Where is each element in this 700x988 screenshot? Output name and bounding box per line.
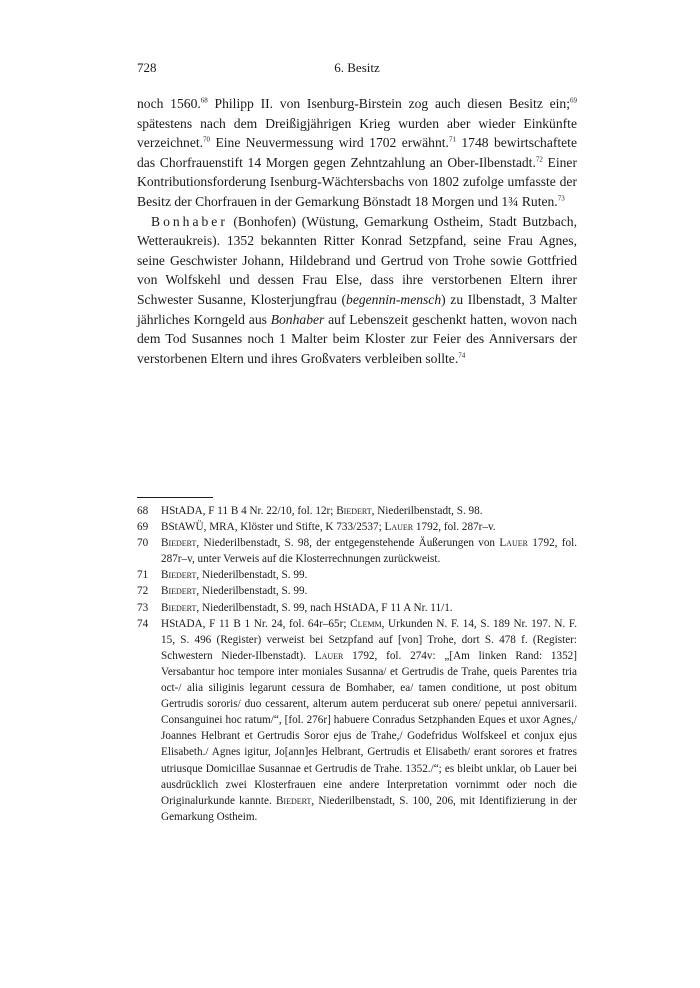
text-span: , Niederilbenstadt, S. 100, 206, mit Identifizierung in der Gemarkung Ostheim. — [161, 794, 577, 823]
author-name: Biedert — [336, 505, 372, 517]
text-span: BStAWÜ, MRA, Klöster und Stifte, K 733/2537; — [161, 521, 385, 534]
text-span: ) zu Ilbenstadt, 3 Malter jährliches Korngeld aus — [137, 291, 577, 327]
footnote-ref-74[interactable]: 74 — [458, 351, 466, 360]
text-span: spätestens nach dem Dreißigjährigen Krieg wurden aber wieder Einkünfte verzeichnet. — [137, 115, 577, 151]
footnote-ref-71[interactable]: 71 — [448, 135, 456, 144]
footnote-number: 72 — [137, 585, 149, 598]
text-span: 1792, fol. 274v: „[Am linken Rand: 1352] Versabantur hoc tempore inter moniales Susanna/ et Gertrudis de Trahe, queis Parentes tria oct-/ alia siliginis legarunt cessura de Bomhaber, ea/ tamen conditione, ut post obitum Gertrudis sororis/ duo cessarent, alterum autem perducerat sub onere/ pepetui anniversarii. Consanguinei hoc ratum/“, [fol. 276r] habuere Conradus Setzphanden Eques et uxor Agnes,/ Joannes Helbrant et Gertrudis Soror ejus de Trahe,/ Godefridus Wolfskeel et conjux ejus Elisabeth./ Agnes igitur, Jo[ann]es Helbrant, Gertrudis et Elisabeth/ erant sorores et fratres utriusque Domicillae Susannae et Gertrudis de Trahe. 1352./“; es bleibt unklar, ob Lauer bei ausdrücklich zwei Klosterfrauen eine andere Interpretation vornimmt oder noch die Originalurkunde kannte. — [161, 649, 578, 807]
footnote-74 — [137, 616, 577, 825]
text-span: HStADA, F 11 B 1 Nr. 24, fol. 64r–65r; — [161, 617, 351, 630]
footnote-ref-69[interactable]: 69 — [570, 96, 577, 105]
author-name: Lauer — [314, 649, 344, 662]
page-header — [137, 60, 577, 78]
italic-term: begennin-mensch — [346, 291, 442, 307]
footnote-number: 69 — [137, 521, 149, 534]
running-title: 6. Besitz — [334, 60, 380, 75]
text-span: (Bonhofen) (Wüstung, Gemarkung Ostheim, Stadt Butzbach, Wetteraukreis). 1352 bekannten Ritter Konrad Setzpfand, seine Frau Agnes, seine Geschwister Johann, Hildebrand und Gertrud von Trohe sowie Gottfried von Wolfskehl und dessen Frau Else, dass ihre verstorbenen Eltern ihrer Schwester Susanne, Klosterjungfrau ( — [137, 213, 577, 307]
text-span: , Niederilbenstadt, S. 99. — [196, 585, 308, 598]
footnote-72 — [137, 583, 577, 599]
footnote-number: 70 — [137, 537, 149, 550]
text-span: 1792, fol. 287r–v, unter Verweis auf die Klosterrechnungen zurückweist. — [161, 537, 577, 566]
footnote-ref-72[interactable]: 72 — [535, 155, 543, 164]
author-name: Biedert — [161, 569, 197, 582]
author-name: Clemm — [350, 617, 382, 630]
text-span: auf Lebenszeit geschenkt hatten, wovon nach dem Tod Susannes noch 1 Malter beim Kloster zur Feier des Anniversars der verstorbenen Eltern und ihres Großvaters verbleiben sollte. — [137, 311, 577, 366]
footnotes — [137, 503, 577, 825]
footnote-ref-68[interactable]: 68 — [200, 96, 208, 105]
text-span: , Niederilbenstadt, S. 98, der entgegenstehende Äußerungen von — [196, 537, 500, 550]
footnote-number: 68 — [137, 505, 149, 517]
text-span: Philipp II. von Isenburg-Birstein zog auch diesen Besitz ein; — [207, 96, 570, 111]
page-number: 728 — [137, 60, 157, 75]
author-name: Biedert — [161, 537, 197, 550]
footnote-ref-73[interactable]: 73 — [557, 194, 565, 203]
footnote-number: 74 — [137, 617, 149, 630]
footnote-71 — [137, 567, 577, 583]
text-span: , Niederilbenstadt, S. 99, nach HStADA, F 11 A Nr. 11/1. — [196, 601, 453, 614]
main-text — [137, 94, 577, 368]
footnote-number: 73 — [137, 601, 149, 614]
footnote-68 — [137, 503, 577, 519]
text-span: , Urkunden N. F. 14, S. 189 Nr. 197. N. F. 15, S. 496 (Register) verweist bei Setzpfand auf [von] Trohe, dort S. 478 f. (Register: Schwestern Nieder-Ilbenstadt). — [161, 617, 577, 662]
footnote-separator — [137, 497, 213, 498]
paragraph-bonhaber — [137, 212, 577, 369]
italic-term: Bonhaber — [270, 311, 325, 327]
text-span: , Niederilbenstadt, S. 98. — [371, 505, 483, 517]
footnote-ref-70[interactable]: 70 — [203, 135, 211, 144]
text-span: Einer Kontributionsforderung Isenburg-Wächtersbachs von 1802 zufolge umfasste der Besitz der Chorfrauen in der Gemarkung Bönstadt 18 Morgen und 1¾ Ruten. — [137, 154, 577, 209]
text-span: 1792, fol. 287r–v. — [413, 521, 496, 534]
author-name: Biedert — [161, 601, 197, 614]
place-name-bonhaber: Bonhaber — [151, 213, 228, 229]
text-span: 1748 bewirtschaftete das Chorfrauenstift 14 Morgen gegen Zehntzahlung an Ober-Ilbenstadt. — [137, 135, 577, 170]
text-span: noch 1560. — [137, 96, 201, 111]
footnote-69 — [137, 519, 577, 535]
footnote-70 — [137, 535, 577, 567]
paragraph-boenstadt — [137, 94, 577, 212]
author-name: Biedert — [161, 585, 197, 598]
text-span: HStADA, F 11 B 4 Nr. 22/10, fol. 12r; — [161, 505, 337, 517]
author-name: Biedert — [275, 794, 312, 807]
text-span: Eine Neuvermessung wird 1702 erwähnt. — [210, 135, 449, 151]
author-name: Lauer — [384, 521, 414, 534]
footnote-73 — [137, 600, 577, 616]
text-span: , Niederilbenstadt, S. 99. — [196, 569, 308, 582]
footnote-number: 71 — [137, 569, 149, 582]
author-name: Lauer — [499, 537, 528, 550]
